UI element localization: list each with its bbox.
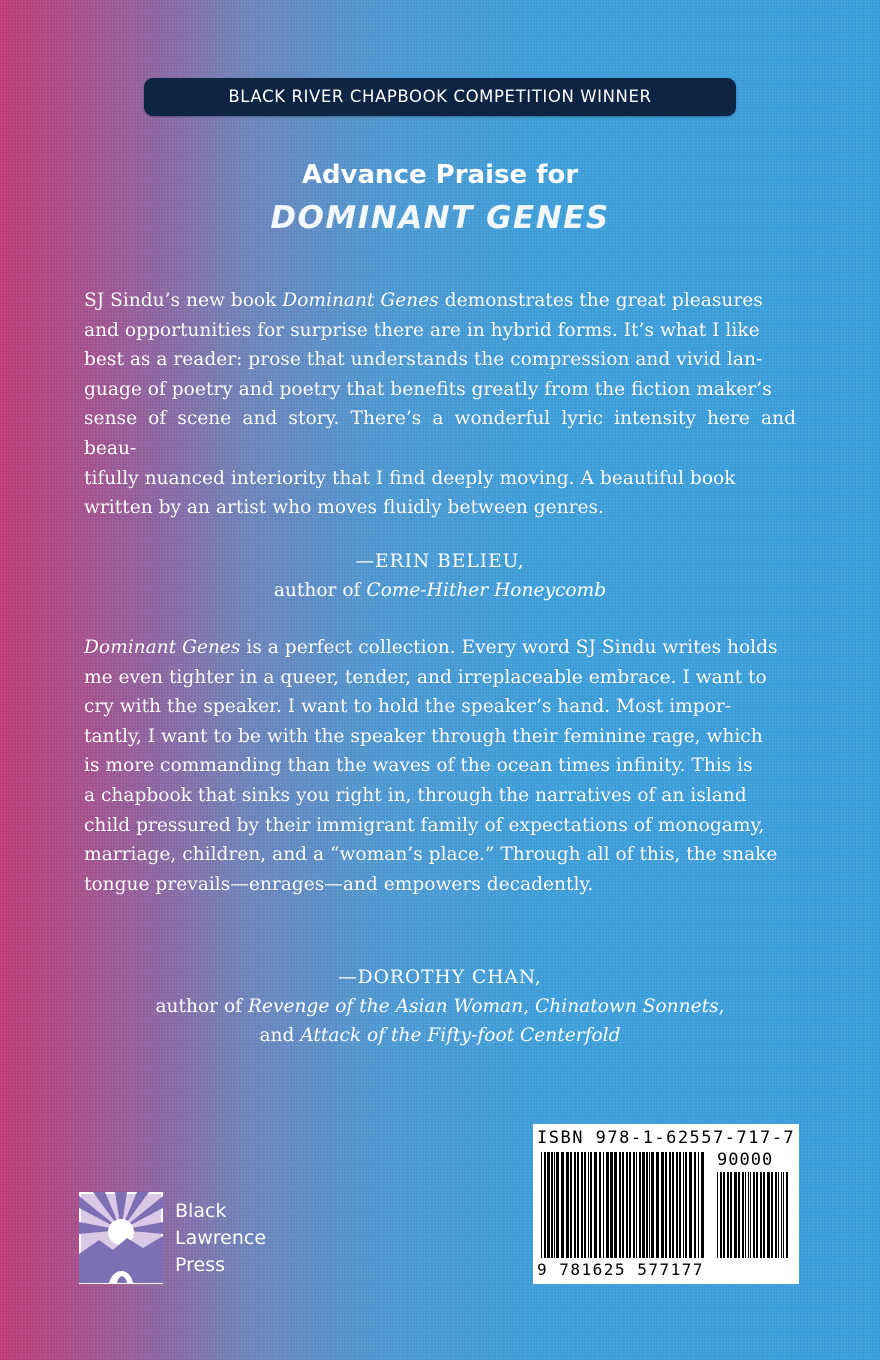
quote-line: tifully nuanced interiority that I find deeply moving. A beautiful book [84,467,736,489]
barcode-bar [698,1152,699,1258]
credit-prefix: author of [155,996,248,1017]
barcode-bar [584,1152,586,1258]
attribution-credit-line2 [0,1021,880,1050]
barcode-bar [619,1152,621,1258]
barcode-bar [786,1172,788,1258]
barcode-bar [778,1172,779,1258]
barcode-bar [649,1152,650,1258]
praise-quote-1 [84,286,796,523]
barcode-bar [629,1152,631,1258]
barcode-bar [614,1152,617,1258]
credit-work-title: Revenge of the Asian Woman [247,996,524,1017]
praise-quote-2 [84,633,796,899]
barcode-bar [701,1152,704,1258]
barcode-bar [756,1172,758,1258]
credit-work-title: Attack of the Fifty-foot Centerfold [300,1025,621,1046]
barcode-bar [727,1172,729,1258]
quote-line: child pressured by their immigrant family of expectations of monogamy, [84,814,765,836]
barcode-bar [775,1172,777,1258]
barcode-bar [547,1152,550,1258]
barcode-bar [594,1152,597,1258]
barcode-bar [541,1152,542,1258]
credit-separator: , [718,996,725,1017]
barcode-bar [642,1152,645,1258]
attribution-credit [0,576,880,605]
praise-heading: Advance Praise for [301,160,579,190]
attribution-name: —DOROTHY CHAN, [338,967,542,988]
publisher-line: Black [175,1200,227,1222]
barcode-bar [734,1172,737,1258]
barcode-bar [561,1152,564,1258]
barcode-bar [626,1152,628,1258]
quote-line: guage of poetry and poetry that benefits greatly from the fiction maker’s [84,378,772,400]
barcode-bar [676,1152,678,1258]
barcode-bar [554,1152,555,1258]
barcode-bar [665,1152,667,1258]
barcode-bar [723,1172,725,1258]
barcode-bar [610,1152,613,1258]
barcode-bar [661,1152,664,1258]
credit-prefix: author of [273,580,367,601]
barcode-bar [570,1152,572,1258]
publisher-line: Lawrence [175,1227,267,1249]
barcode-bar [720,1172,722,1258]
sunburst-mountain-logo-icon [79,1192,163,1284]
quote-line: sense of scene and story. There’s a wonderful lyric intensity here and beau- [84,408,796,459]
attribution-name: —ERIN BELIEU, [355,551,525,572]
quote-line: written by an artist who moves fluidly between genres. [84,497,604,519]
barcode-bars [541,1152,707,1258]
barcode-bar [651,1152,654,1258]
barcode-bar [771,1172,773,1258]
quote-line: a chapbook that sinks you right in, through the narratives of an island [84,784,747,806]
credit-work-title: Come-Hither Honeycomb [366,580,607,601]
barcode-bar [633,1152,635,1258]
barcode-bar [606,1152,609,1258]
byline-erin-belieu [0,547,880,605]
barcode-bar [639,1152,641,1258]
attribution-credit [0,992,880,1021]
barcode-bar [750,1172,751,1258]
barcode-bar [742,1172,744,1258]
barcode-bar [683,1152,684,1258]
barcode-bar [694,1152,696,1258]
barcode-bar [748,1172,749,1258]
barcode-bar [781,1172,782,1258]
barcode-bar [730,1172,732,1258]
barcode-bar [566,1152,569,1258]
barcode-bar [636,1152,637,1258]
barcode-bar [656,1152,659,1258]
barcode-bar [599,1152,601,1258]
barcode-bar [544,1152,546,1258]
barcode-bar [760,1172,762,1258]
barcode-bar [767,1172,770,1258]
barcode-bar [646,1152,648,1258]
publisher-line: Press [175,1254,226,1276]
quote-line: cry with the speaker. I want to hold the speaker’s hand. Most impor- [84,696,732,718]
isbn-text: ISBN 978-1-62557-717-7 [537,1128,796,1148]
quote-line: tantly, I want to be with the speaker through their feminine rage, which [84,725,763,747]
quote-line: is more commanding than the waves of the ocean times infinity. This is [84,755,753,777]
byline-dorothy-chan [0,963,880,1050]
barcode-bar [745,1172,746,1258]
barcode-digits: 9 781625 577177 [537,1260,704,1279]
barcode-bar [588,1152,589,1258]
price-code: 90000 [717,1150,774,1170]
barcode-bar [738,1172,740,1258]
barcode-bar [590,1152,592,1258]
barcode-bar [672,1152,674,1258]
book-title: DOMINANT GENES [270,200,610,236]
barcode-bar [574,1152,576,1258]
quote-line: and opportunities for surprise there are in hybrid forms. It’s what I like [84,319,760,341]
quote-line: tongue prevails—enrages—and empowers decadently. [84,873,594,895]
barcode-bar [689,1152,692,1258]
isbn-barcode [533,1124,799,1284]
barcode-bar [669,1152,671,1258]
barcode-bar [622,1152,624,1258]
barcode-bar [753,1172,755,1258]
barcode-bar [577,1152,579,1258]
barcode-bar [551,1152,553,1258]
barcode-bar [679,1152,681,1258]
award-banner: BLACK RIVER CHAPBOOK COMPETITION WINNER [144,78,736,116]
publisher-name [175,1198,266,1279]
barcode-bar [717,1172,718,1258]
addon-barcode-bars [717,1172,789,1258]
barcode-bar [603,1152,604,1258]
quote-line: marriage, children, and a “woman’s place.” Through all of this, the snake [84,844,778,866]
credit-prefix: and [259,1025,301,1046]
credit-work-title: Chinatown Sonnets [535,996,719,1017]
barcode-bar [556,1152,559,1258]
quote-line: me even tighter in a queer, tender, and irreplaceable embrace. I want to [84,666,767,688]
barcode-bar [581,1152,583,1258]
barcode-bar [763,1172,765,1258]
quote-line: Dominant Genes is a perfect collection. Every word SJ Sindu writes holds [84,637,778,658]
barcode-bar [783,1172,784,1258]
quote-line: SJ Sindu’s new book Dominant Genes demonstrates the great pleasures [84,290,763,311]
quote-line: best as a reader: prose that understands the compression and vivid lan- [84,349,763,371]
credit-separator: , [523,996,536,1017]
barcode-bar [685,1152,687,1258]
